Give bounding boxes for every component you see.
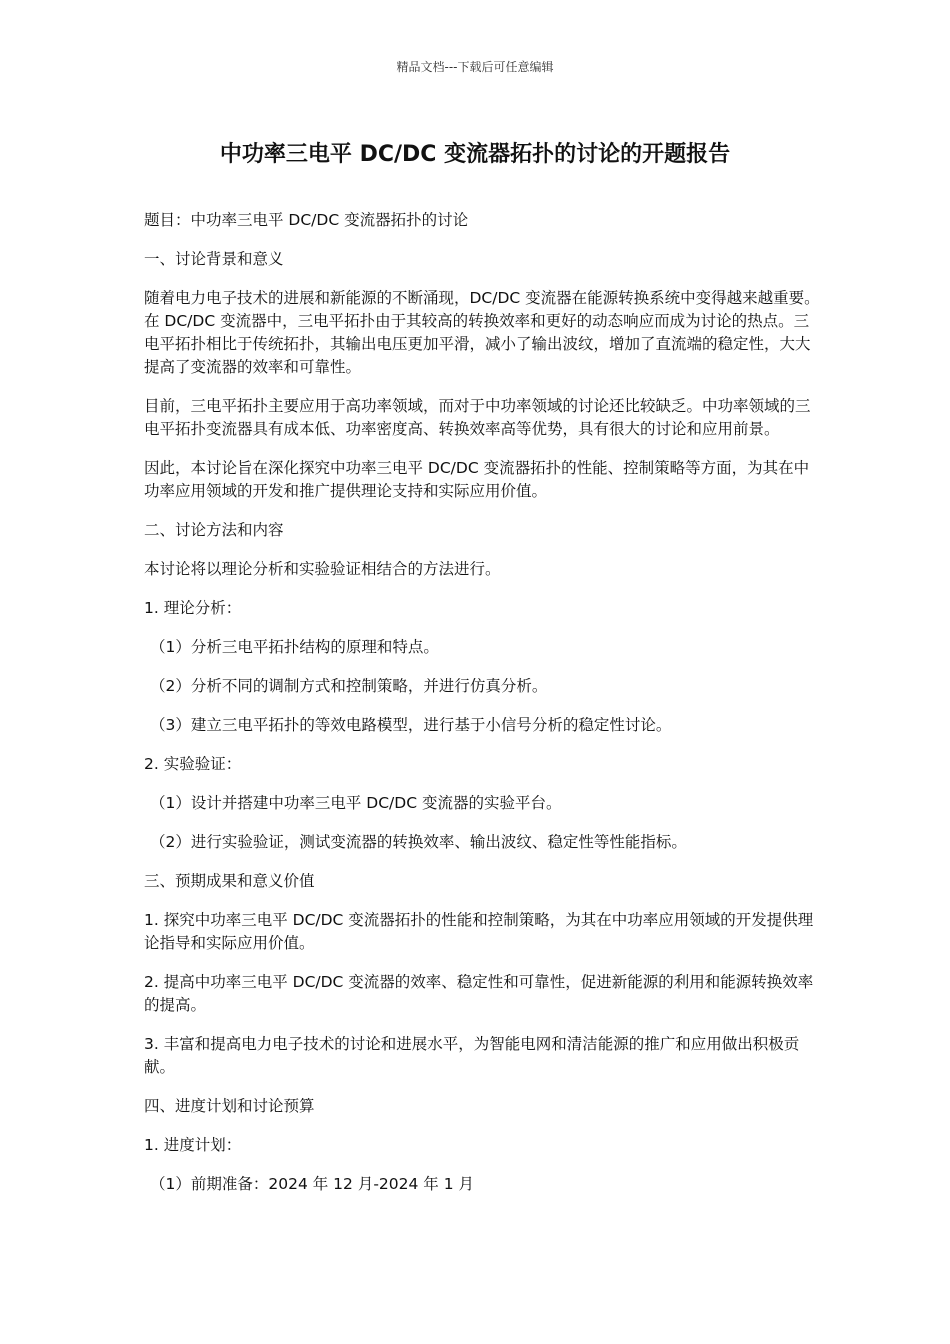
theory-item-2: （2）分析不同的调制方式和控制策略，并进行仿真分析。 [150, 677, 548, 695]
section-heading-outcomes: 三、预期成果和意义价值 [144, 872, 315, 890]
section-heading-methods: 二、讨论方法和内容 [144, 521, 284, 539]
document-body [144, 209, 820, 1212]
document-title: 中功率三电平 DC/DC 变流器拓扑的讨论的开题报告 [219, 142, 731, 167]
background-paragraph-1: 随着电力电子技术的进展和新能源的不断涌现，DC/DC 变流器在能源转换系统中变得越来越重要。在 DC/DC 变流器中，三电平拓扑由于其较高的转换效率和更好的动态响应而成为讨论的热点。三电平拓扑相比于传统拓扑，其输出电压更加平滑，减小了输出波纹，增加了直流端的稳定性，大大提高了变流器的效率和可靠性。 [144, 289, 820, 376]
page-header-note: 精品文档---下载后可任意编辑 [396, 60, 554, 74]
outcome-item-2: 2. 提高中功率三电平 DC/DC 变流器的效率、稳定性和可靠性，促进新能源的利用和能源转换效率的提高。 [144, 973, 814, 1014]
schedule-item-1: （1）前期准备：2024 年 12 月-2024 年 1 月 [150, 1175, 474, 1193]
background-paragraph-3: 因此，本讨论旨在深化探究中功率三电平 DC/DC 变流器拓扑的性能、控制策略等方面，为其在中功率应用领域的开发和推广提供理论支持和实际应用价值。 [144, 459, 810, 500]
outcome-item-1: 1. 探究中功率三电平 DC/DC 变流器拓扑的性能和控制策略，为其在中功率应用领域的开发提供理论指导和实际应用价值。 [144, 911, 814, 952]
section-heading-schedule: 四、进度计划和讨论预算 [144, 1097, 315, 1115]
experiment-item-1: （1）设计并搭建中功率三电平 DC/DC 变流器的实验平台。 [150, 794, 562, 812]
theory-label: 1. 理论分析： [144, 599, 242, 617]
background-paragraph-2: 目前，三电平拓扑主要应用于高功率领域，而对于中功率领域的讨论还比较缺乏。中功率领域的三电平拓扑变流器具有成本低、功率密度高、转换效率高等优势，具有很大的讨论和应用前景。 [144, 397, 811, 438]
experiment-label: 2. 实验验证： [144, 755, 242, 773]
section-heading-background: 一、讨论背景和意义 [144, 250, 284, 268]
outcome-item-3: 3. 丰富和提高电力电子技术的讨论和进展水平，为智能电网和清洁能源的推广和应用做出积极贡献。 [144, 1035, 800, 1076]
theory-item-1: （1）分析三电平拓扑结构的原理和特点。 [150, 638, 439, 656]
theory-item-3: （3）建立三电平拓扑的等效电路模型，进行基于小信号分析的稳定性讨论。 [150, 716, 672, 734]
methods-intro: 本讨论将以理论分析和实验验证相结合的方法进行。 [144, 560, 501, 578]
schedule-label: 1. 进度计划： [144, 1136, 242, 1154]
topic-line: 题目：中功率三电平 DC/DC 变流器拓扑的讨论 [144, 211, 469, 229]
experiment-item-2: （2）进行实验验证，测试变流器的转换效率、输出波纹、稳定性等性能指标。 [150, 833, 687, 851]
